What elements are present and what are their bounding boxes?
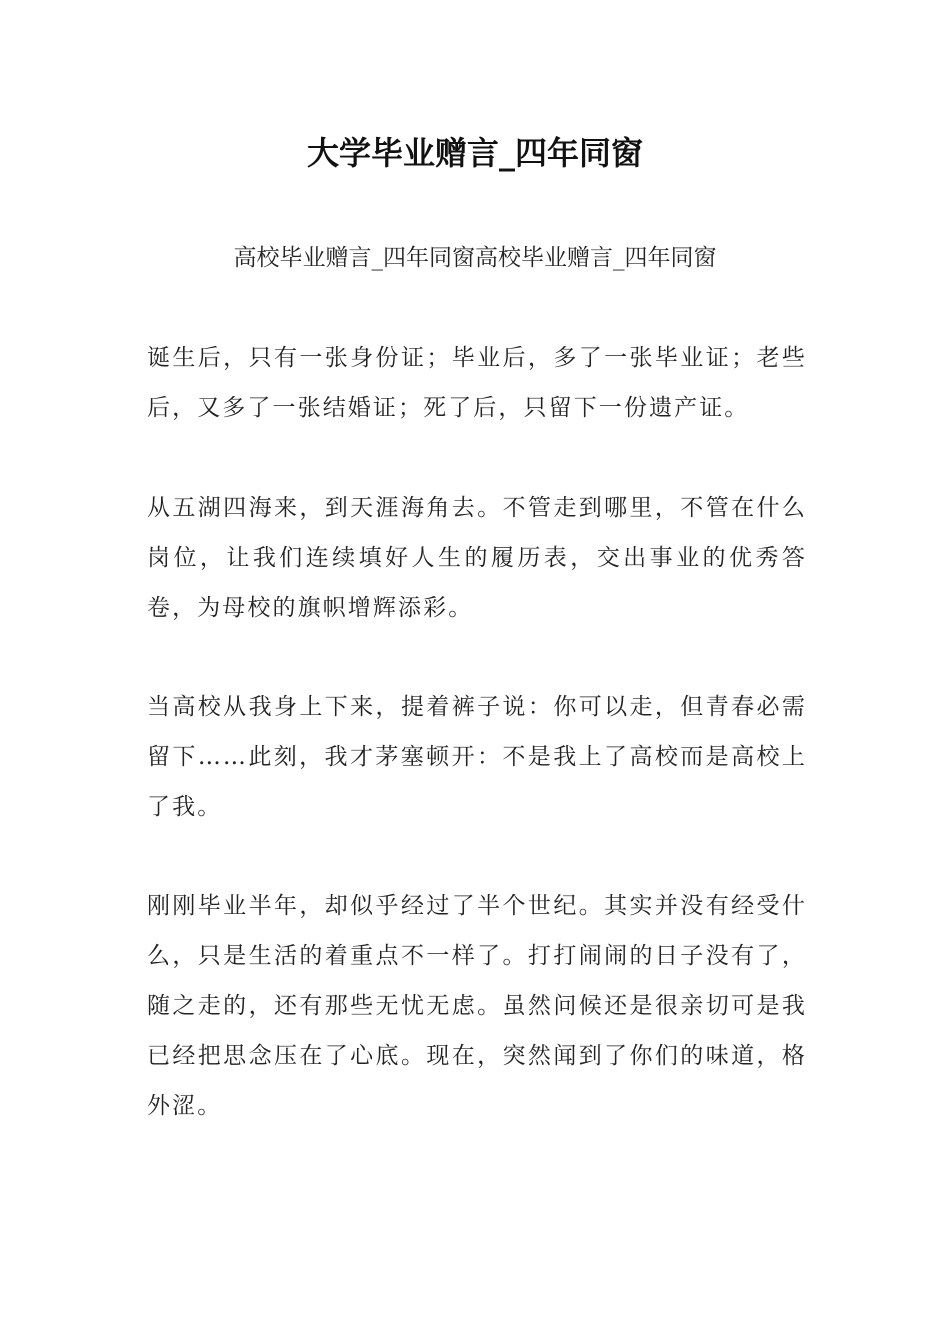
document-subtitle: 高校毕业赠言_四年同窗高校毕业赠言_四年同窗: [233, 245, 717, 271]
paragraph-2: 从五湖四海来，到天涯海角去。不管走到哪里，不管在什么岗位，让我们连续填好人生的履历表，交出事业的优秀答卷，为母校的旗帜增辉添彩。: [147, 495, 807, 621]
paragraph-1: 诞生后，只有一张身份证；毕业后，多了一张毕业证；老些后，又多了一张结婚证；死了后，只留下一份遗产证。: [147, 345, 807, 421]
paragraph-4: 刚刚毕业半年，却似乎经过了半个世纪。其实并没有经受什么，只是生活的着重点不一样了。打打闹闹的日子没有了，随之走的，还有那些无忧无虑。虽然问候还是很亲切可是我已经把思念压在了心底。现在，突然闻到了你们的味道，格外涩。: [147, 893, 807, 1119]
document-title: 大学毕业赠言_四年同窗: [306, 134, 643, 172]
paragraph-3: 当高校从我身上下来，提着裤子说：你可以走，但青春必需留下……此刻，我才茅塞顿开：不是我上了高校而是高校上了我。: [147, 694, 807, 820]
